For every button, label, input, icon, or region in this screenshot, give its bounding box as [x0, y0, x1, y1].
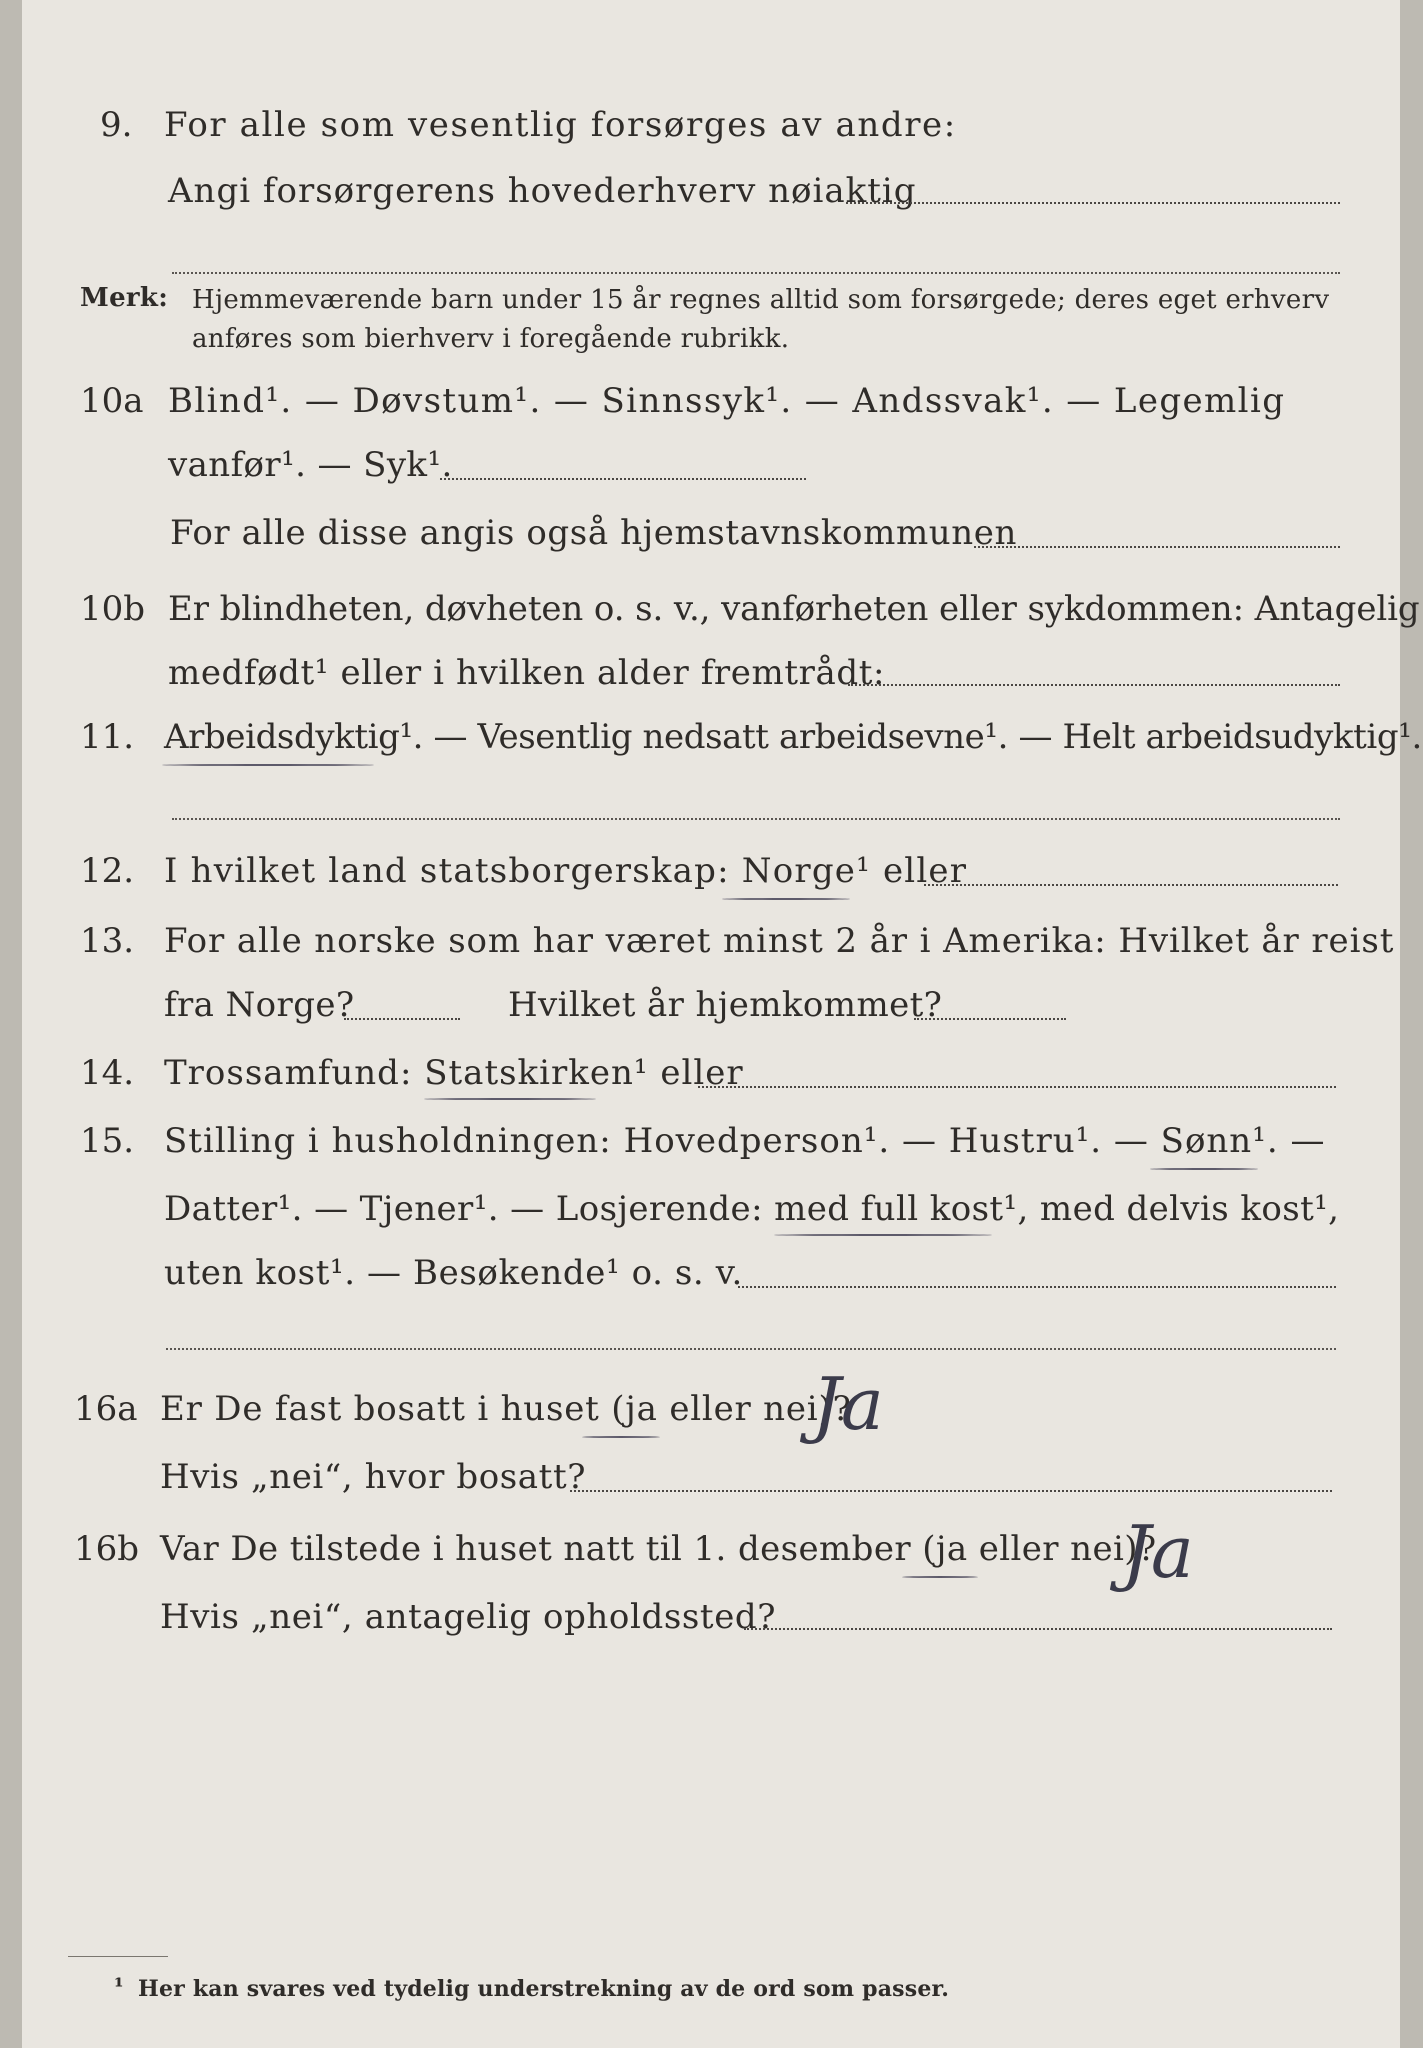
- q10a-line2: vanfør¹. — Syk¹.: [168, 445, 453, 485]
- q16a-number: 16a: [74, 1389, 138, 1429]
- merk-line2: anføres som bierhverv i foregående rubrikk.: [192, 324, 790, 354]
- q10a-hjemstavn-field[interactable]: [974, 546, 1340, 548]
- q13-line2a: fra Norge?: [164, 985, 355, 1025]
- q15-number: 15.: [80, 1121, 135, 1161]
- q10b-line2: medfødt¹ eller i hvilken alder fremtrådt:: [168, 653, 886, 693]
- q15-kost-underline: [774, 1234, 992, 1236]
- q12-answer-field[interactable]: [924, 884, 1338, 886]
- q10a-answer-field[interactable]: [440, 478, 806, 480]
- q10b-line1: Er blindheten, døvheten o. s. v., vanførheten eller sykdommen: Antagelig: [168, 589, 1420, 629]
- q15-sonn-underline: [1150, 1168, 1258, 1170]
- q13-hjemkommet-field[interactable]: [914, 1018, 1066, 1020]
- q16b-line2: Hvis „nei“, antagelig opholdssted?: [160, 1597, 777, 1637]
- q16b-handwritten-answer: Ja: [1122, 1510, 1194, 1594]
- q11-number: 11.: [80, 717, 135, 757]
- q9-extra-line[interactable]: [172, 272, 1340, 274]
- census-form-page: [22, 0, 1422, 2048]
- footnote-marker: ¹: [114, 1974, 124, 2000]
- q14-answer-field[interactable]: [698, 1086, 1336, 1088]
- q13-line2b: Hvilket år hjemkommet?: [508, 985, 943, 1025]
- q13-reist-field[interactable]: [344, 1018, 460, 1020]
- q10a-line1: Blind¹. — Døvstum¹. — Sinnssyk¹. — Andssvak¹. — Legemlig: [168, 381, 1286, 421]
- q15-extra-line[interactable]: [166, 1348, 1336, 1350]
- q9-number: 9.: [100, 105, 133, 145]
- q15-answer-field[interactable]: [738, 1286, 1336, 1288]
- q10b-number: 10b: [80, 589, 146, 629]
- merk-line1: Hjemmeværende barn under 15 år regnes alltid som forsørgede; deres eget erhverv: [192, 285, 1330, 315]
- q16b-line1: Var De tilstede i huset natt til 1. desember (ja eller nei)?: [160, 1529, 1157, 1569]
- q15-line3: uten kost¹. — Besøkende¹ o. s. v.: [164, 1253, 743, 1293]
- q14-line1: Trossamfund: Statskirken¹ eller: [164, 1053, 744, 1093]
- q16a-line1: Er De fast bosatt i huset (ja eller nei)?: [160, 1389, 852, 1429]
- q9-answer-field[interactable]: [846, 202, 1340, 204]
- q13-line1: For alle norske som har været minst 2 år i Amerika: Hvilket år reist: [164, 921, 1395, 961]
- q16a-line2: Hvis „nei“, hvor bosatt?: [160, 1457, 587, 1497]
- q16b-ja-underline: [902, 1576, 978, 1578]
- q14-number: 14.: [80, 1053, 135, 1093]
- q10a-number: 10a: [80, 381, 144, 421]
- q16b-answer-field[interactable]: [744, 1628, 1332, 1630]
- q12-number: 12.: [80, 851, 135, 891]
- q10a-line3: For alle disse angis også hjemstavnskommunen: [170, 513, 1017, 553]
- q10b-answer-field[interactable]: [848, 684, 1340, 686]
- footnote-divider: [68, 1956, 168, 1957]
- merk-label: Merk:: [80, 283, 169, 313]
- q11-line1: Arbeidsdyktig¹. — Vesentlig nedsatt arbeidsevne¹. — Helt arbeidsudyktig¹.: [164, 717, 1422, 757]
- q13-number: 13.: [80, 921, 135, 961]
- q11-extra-line[interactable]: [172, 818, 1340, 820]
- q9-line1: For alle som vesentlig forsørges av andre:: [164, 105, 957, 145]
- q15-line1: Stilling i husholdningen: Hovedperson¹. — Hustru¹. — Sønn¹. —: [164, 1121, 1326, 1161]
- q14-handwritten-underline: [424, 1098, 596, 1100]
- q16a-ja-underline: [582, 1436, 660, 1438]
- footnote-text: Her kan svares ved tydelig understrekning av de ord som passer.: [138, 1976, 950, 2002]
- q16a-handwritten-answer: Ja: [812, 1362, 884, 1446]
- q16b-number: 16b: [74, 1529, 140, 1569]
- q11-handwritten-underline: [162, 764, 374, 766]
- q9-line2: Angi forsørgerens hovederhverv nøiaktig: [168, 171, 917, 211]
- q16a-answer-field[interactable]: [570, 1490, 1332, 1492]
- q12-line1: I hvilket land statsborgerskap: Norge¹ eller: [164, 851, 968, 891]
- q12-handwritten-underline: [722, 898, 850, 900]
- q15-line2: Datter¹. — Tjener¹. — Losjerende: med full kost¹, med delvis kost¹,: [164, 1189, 1340, 1229]
